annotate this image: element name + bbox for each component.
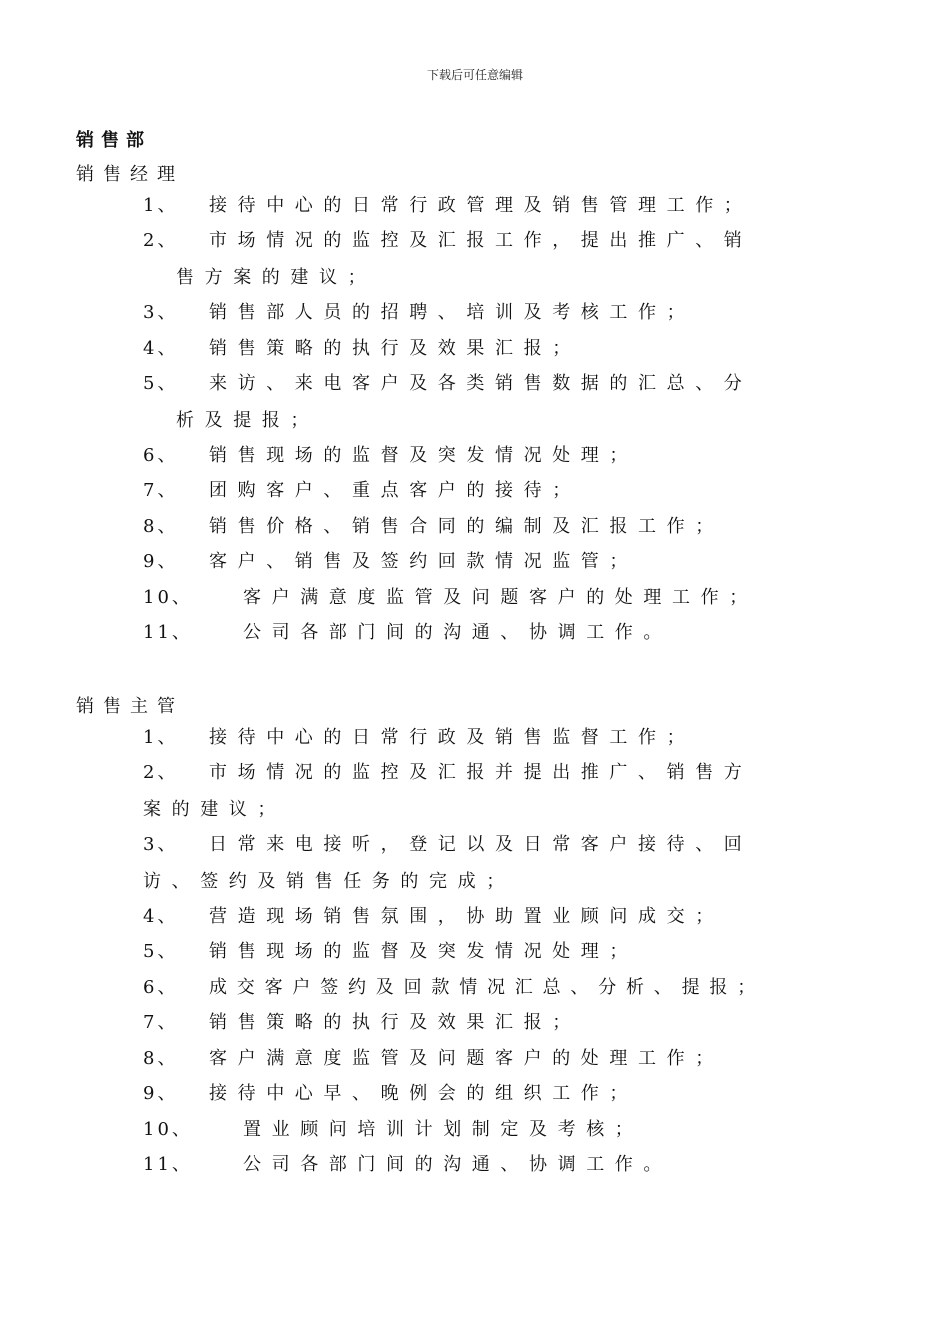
list-item [143, 1047, 724, 1071]
item-number: 8、 [143, 1048, 179, 1069]
item-text: 成交客户签约及回款情况汇总、分析、提报； [209, 977, 765, 998]
item-text: 市场情况的监控及汇报并提出推广、销售方 [209, 762, 753, 783]
item-text: 接待中心的日常行政管理及销售管理工作； [209, 195, 753, 216]
list-item [143, 976, 765, 1000]
item-text: 销售现场的监督及突发情况处理； [209, 445, 638, 466]
item-number: 2、 [143, 230, 179, 251]
item-number: 5、 [143, 373, 179, 394]
list-item [143, 833, 752, 857]
list-item [143, 761, 752, 785]
item-number: 11、 [143, 622, 193, 643]
list-item [143, 444, 638, 468]
item-text: 销售部人员的招聘、培训及考核工作； [209, 302, 696, 323]
item-text: 客户、销售及签约回款情况监管； [209, 551, 638, 572]
item-number: 8、 [143, 516, 179, 537]
item-text: 团购客户、重点客户的接待； [209, 480, 581, 501]
list-item [143, 515, 724, 539]
list-item [143, 229, 752, 253]
item-text: 销售策略的执行及效果汇报； [209, 1012, 581, 1033]
item-text-continued: 案的建议； [143, 799, 286, 820]
item-number: 10、 [143, 587, 193, 608]
item-text: 销售策略的执行及效果汇报； [209, 338, 581, 359]
section-title-manager: 销售经理 [76, 164, 184, 185]
item-number: 10、 [143, 1119, 193, 1140]
page-header-note: 下载后可任意编辑 [426, 68, 523, 82]
list-item [143, 586, 758, 610]
list-item [143, 479, 581, 503]
item-number: 11、 [143, 1154, 193, 1175]
list-item [143, 372, 752, 396]
item-number: 7、 [143, 1012, 179, 1033]
item-text: 日常来电接听，登记以及日常客户接待、回 [209, 834, 753, 855]
item-text: 市场情况的监控及汇报工作，提出推广、销 [209, 230, 753, 251]
item-text: 接待中心的日常行政及销售监督工作； [209, 727, 696, 748]
item-number: 9、 [143, 1083, 179, 1104]
item-text: 来访、来电客户及各类销售数据的汇总、分 [209, 373, 753, 394]
item-number: 1、 [143, 195, 179, 216]
list-item [143, 726, 695, 750]
item-text: 公司各部门间的沟通、协调工作。 [243, 1154, 672, 1175]
item-text: 置业顾问培训计划制定及考核； [243, 1119, 644, 1140]
list-item [143, 1118, 643, 1142]
item-number: 6、 [143, 445, 179, 466]
item-number: 7、 [143, 480, 179, 501]
item-text: 销售价格、销售合同的编制及汇报工作； [209, 516, 724, 537]
list-item [143, 1011, 581, 1035]
list-item [143, 621, 672, 645]
item-text: 客户满意度监管及问题客户的处理工作； [243, 587, 758, 608]
item-text: 营造现场销售氛围，协助置业顾问成交； [209, 906, 724, 927]
item-number: 4、 [143, 338, 179, 359]
section-title-supervisor: 销售主管 [76, 696, 184, 717]
list-item [143, 550, 638, 574]
item-text: 销售现场的监督及突发情况处理； [209, 941, 638, 962]
list-item [143, 337, 581, 361]
item-number: 3、 [143, 834, 179, 855]
list-item [143, 194, 752, 218]
item-number: 5、 [143, 941, 179, 962]
item-text-continued: 访、签约及销售任务的完成； [143, 871, 515, 892]
item-number: 1、 [143, 727, 179, 748]
item-text-continued: 析及提报； [176, 410, 319, 431]
department-title: 销售部 [76, 130, 151, 151]
item-text-continued: 售方案的建议； [176, 267, 377, 288]
item-text: 接待中心早、晚例会的组织工作； [209, 1083, 638, 1104]
list-item [143, 301, 695, 325]
item-text: 客户满意度监管及问题客户的处理工作； [209, 1048, 724, 1069]
item-number: 4、 [143, 906, 179, 927]
item-number: 9、 [143, 551, 179, 572]
list-item [143, 905, 724, 929]
list-item [143, 940, 638, 964]
item-number: 3、 [143, 302, 179, 323]
item-number: 6、 [143, 977, 179, 998]
item-text: 公司各部门间的沟通、协调工作。 [243, 622, 672, 643]
list-item [143, 1153, 672, 1177]
item-number: 2、 [143, 762, 179, 783]
list-item [143, 1082, 638, 1106]
